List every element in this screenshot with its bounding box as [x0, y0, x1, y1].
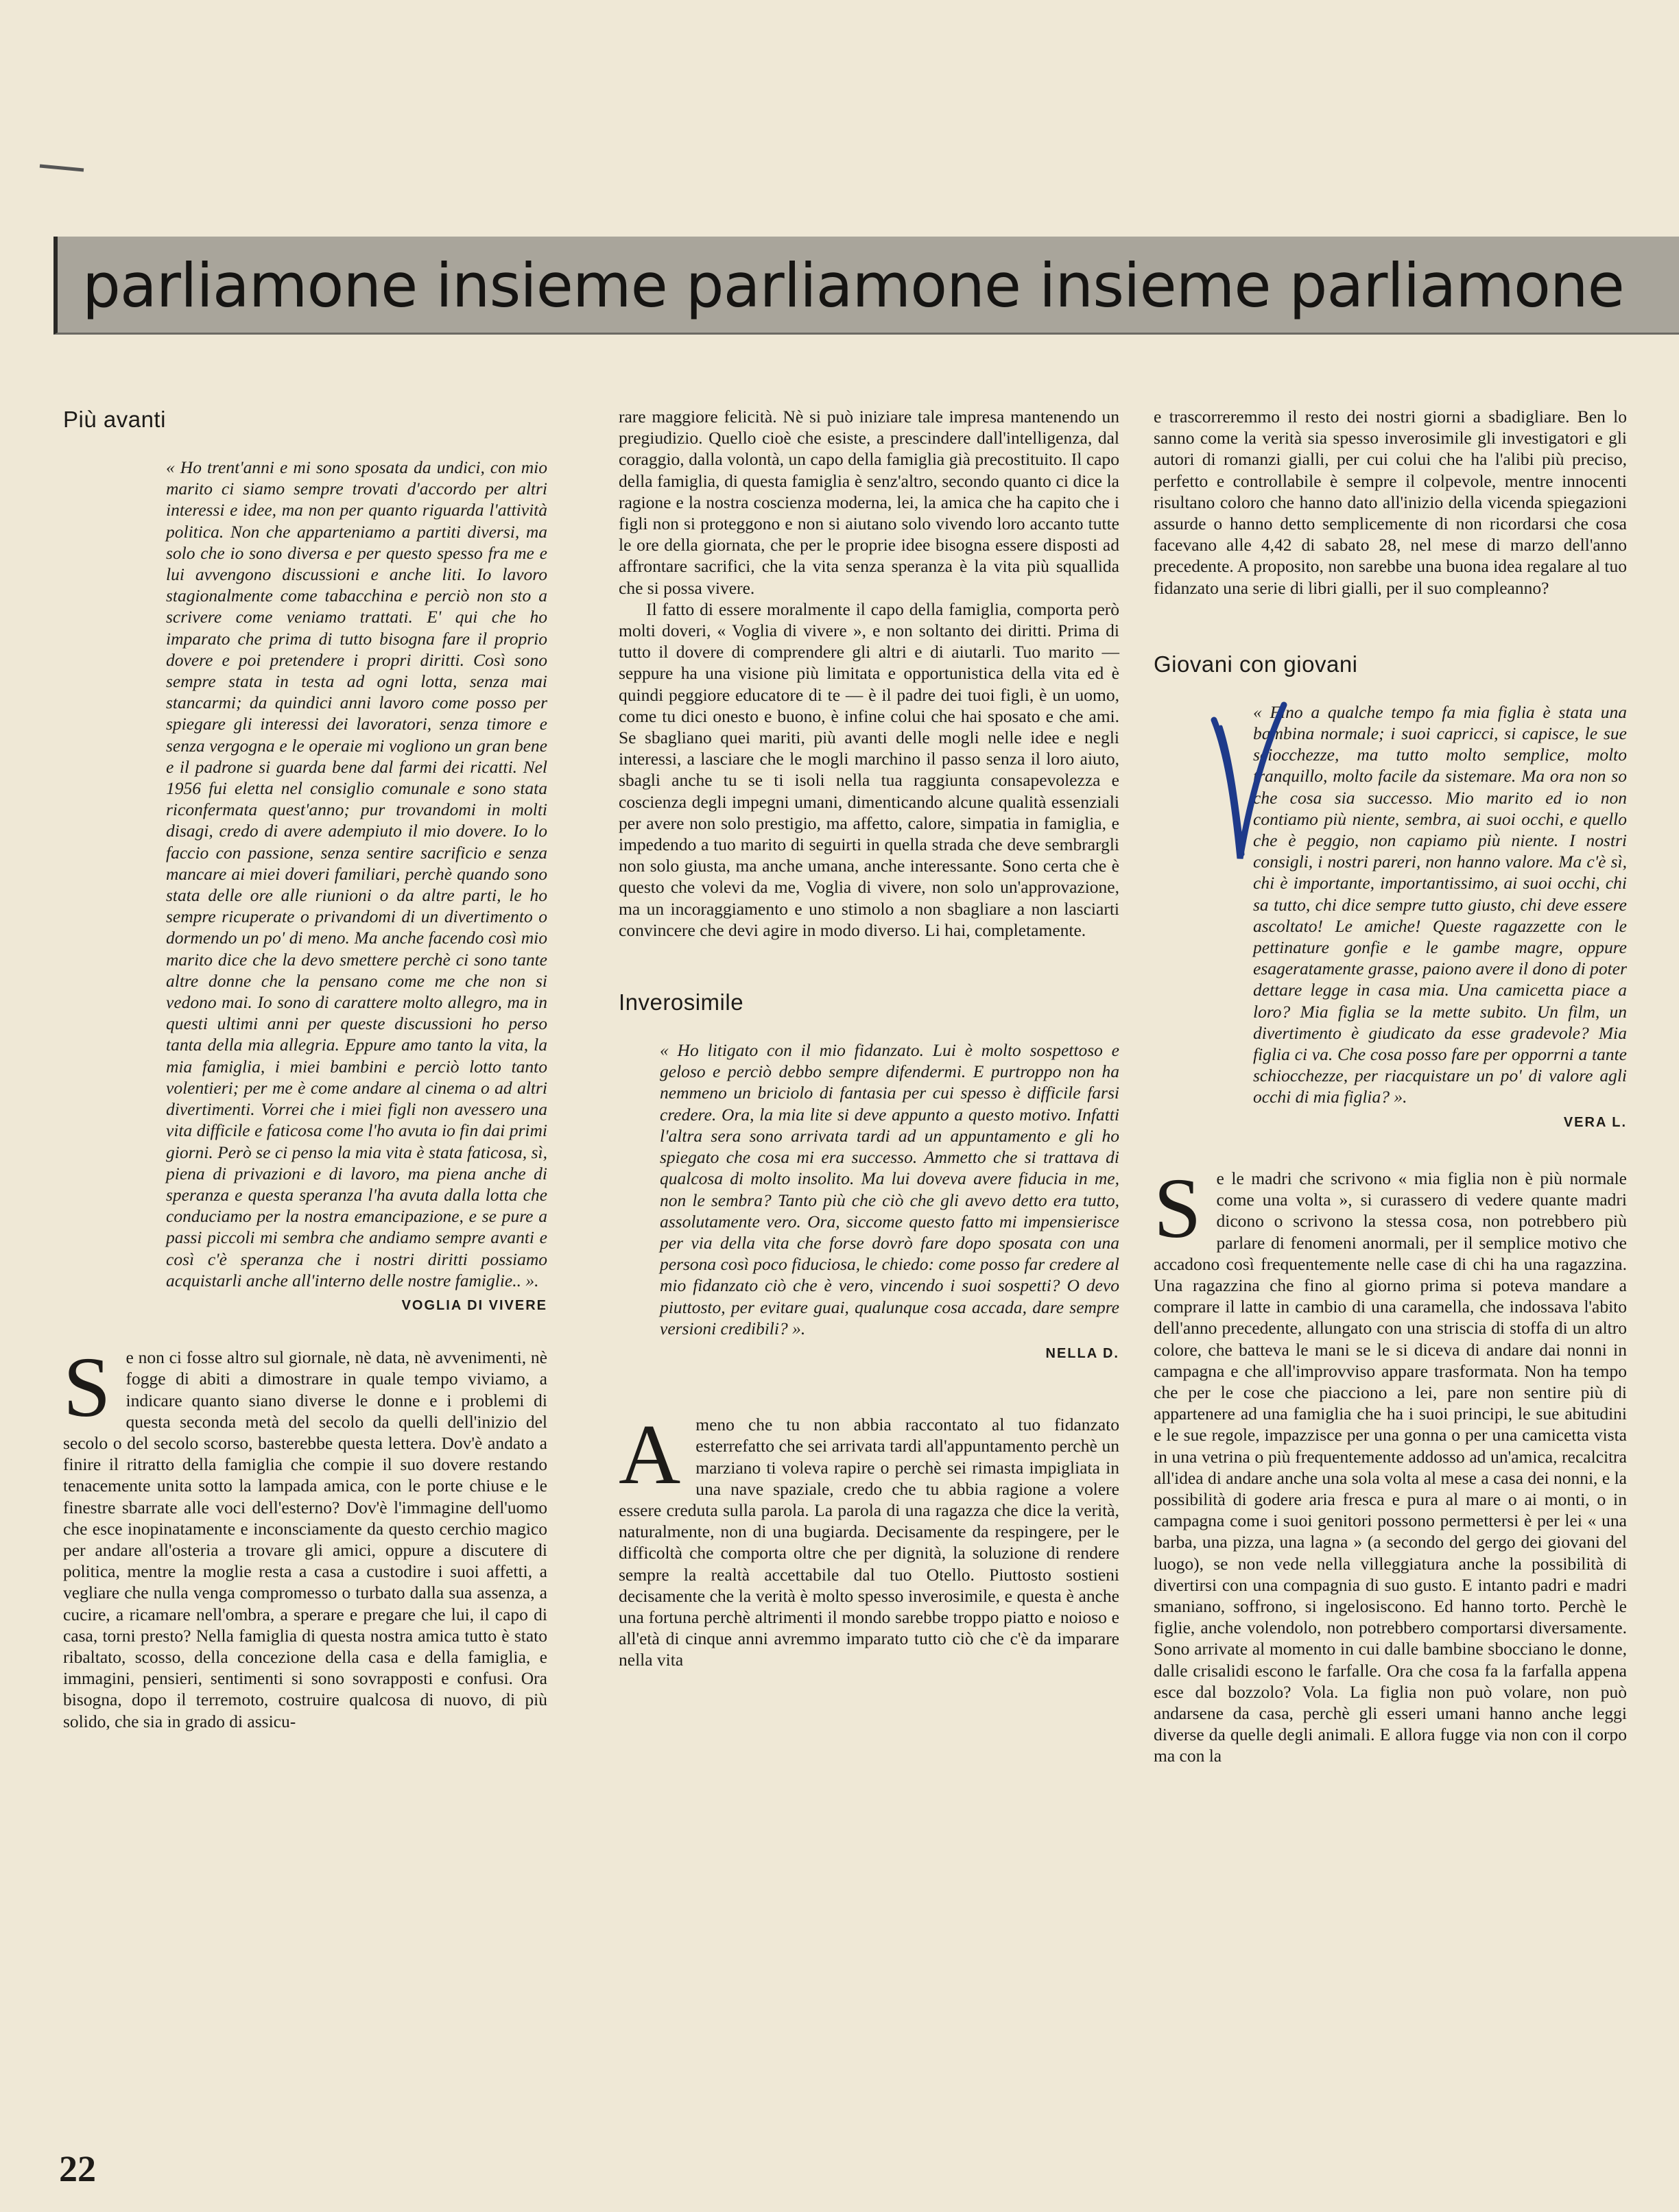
column-2: [619, 406, 1119, 1671]
margin-mark: [38, 163, 86, 173]
reader-letter: « Ho trent'anni e mi sono sposata da undici, con mio marito ci siamo sempre trovati d'accordo per altri interessi e idee, ma non per quanto riguarda l'attività politica. Non che apparteniamo a partiti diversi, ma solo che io sono diversa e per questo spesso fra me e lui avvengono discussioni e anche liti. Io lavoro stagionalmente come tabacchina e perciò non sto a scrivere come veniamo trattati. E' qui che ho imparato che prima di tutto bisogna fare il proprio dovere e poi pretendere i propri diritti. Così sono sempre stata in testa ad ogni lotta, senza mai stancarmi; da quindici anni lavoro come posso per spiegare gli interessi dei lavoratori, senza timore e senza vergogna e le operaie mi vogliono un gran bene e il padrone si guarda bene dal farmi dei ricatti. Nel 1956 fui eletta nel consiglio comunale e sono stata riconfermata quest'anno; pur trovandomi in molti disagi, credo di avere adempiuto il mio dovere. Io lo faccio con passione, senza sentire sacrificio e senza mancare ai miei doveri familiari, perchè quando sono stata delle ore alle riunioni o da altre parti, le ho sempre ricuperate o privandomi di un divertimento o dormendo un po' di meno. Ma anche facendo così mio marito dice che la devo smettere perchè ci sono tante altre donne che la pensano come me che non si vedono mai. Io sono di carattere molto allegro, ma in questi ultimi anni per queste discussioni ho perso tanta della mia allegria. Eppure amo tanto la vita, la mia famiglia, i miei bambini e perciò lotto tanto volentieri; per me è come andare al cinema o ad altri divertimenti. Vorrei che i miei figli non avessero una vita difficile e faticosa come l'ho avuta io fin dai primi giorni. Però se ci penso la mia vita è stata faticosa, sì, piena di privazioni e di lavoro, ma piena anche di speranza e questa speranza l'ha avuta dalla lotta che conduciamo per la nostra emancipazione, e se pure a passi piccoli mi sembra che andiamo sempre avanti e così c'è speranza che i nostri diritti possiamo acquistarli anche all'interno delle nostre famiglie.. ».: [166, 457, 547, 1290]
section-heading-inverosimile: Inverosimile: [619, 989, 744, 1015]
reader-letter: « Fino a qualche tempo fa mia figlia è stata una bambina normale; i suoi capricci, si capisce, le sue sciocchezze, ma tutto molto semplice, molto tranquillo, molto facile da sistemare. Ma ora non so che cosa sia successo. Mio marito ed io non contiamo più niente, sembra, ai suoi occhi, e quello che è peggio, non capiamo più niente. I nostri consigli, i nostri pareri, non hanno valore. Ma c'è sì, chi è importante, importantissimo, ai suoi occhi, chi sa tutto, chi dice sempre tutto giusto, chi deve essere ascoltato! Le amiche! Queste ragazzette con le pettinature gonfie e le gambe magre, oppure esageratamente grasse, paiono avere il dono di poter dettare legge in casa mia. Una camicetta piace a loro? Mia figlia se la mette subito. Un film, un divertimento è giudicato da esse gradevole? Mia figlia ci va. Che cosa posso fare per opporrni a tante schiocchezze, per riacquistare un po' di valore agli occhi di mia figlia? ».: [1253, 701, 1627, 1107]
answer-continuation: e trascorreremmo il resto dei nostri giorni a sbadigliare. Ben lo sanno come la verità sia spesso inverosimile gli investigatori e gli autori di romanzi gialli, per cui colui che ha l'alibi più preciso, perfetto e controllabile è sempre il colpevole, mentre innocenti risultano coloro che hanno dato all'inizio della vicenda spiegazioni assurde o hanno detto semplicemente di non ricordarsi che cosa facevano alle 4,42 di sabato 28, nel mese di marzo dell'anno precedente. A proposito, non sarebbe una buona idea regalare al tuo fidanzato una serie di libri gialli, per il suo compleanno?: [1154, 407, 1627, 598]
section-heading-piu-avanti: Più avanti: [63, 407, 166, 432]
column-3: [1154, 406, 1627, 1767]
answer-continuation-paragraph: Il fatto di essere moralmente il capo della famiglia, comporta però molti doveri, « Voglia di vivere », e non soltanto dei diritti. Prima di tutto il dovere di comprendere gli altri e di aiutarli. Tuo marito — seppure ha una visione più limitata e opportunistica della vita ed è quindi peggiore educatore di te — è il padre dei tuoi figli, è un uomo, come tu dici onesto e buono, è infine colui che hai sposato e che ami. Se sbagliano quei mariti, più avanti delle mogli nelle idee e negli interessi, a lasciare che le mogli marchino il passo senza il loro aiuto, sbagli anche tu se ti isoli nella tua raggiunta consapevolezza e coscienza degli impegni umani, dimenticando alcune qualità essenziali per avere non solo prestigio, ma affetto, calore, simpatia in famiglia, e impedendo a tuo marito di seguirti in quella strada che deve sembrargli non solo giusta, ma anche umana, anche interessante. Sono certa che è questo che volevi da me, Voglia di vivere, non solo un'approvazione, ma un incoraggiamento e uno stimolo a non sbagliare a non lasciarti convincere che devi agire in modo diverso. Li hai, completamente.: [619, 599, 1119, 940]
answer-continuation: rare maggiore felicità. Nè si può iniziare tale impresa mantenendo un pregiudizio. Quello cioè che esiste, a prescindere dall'intelligenza, dal coraggio, dalla volontà, un capo della famiglia già precostituito. Il capo della famiglia, di questa famiglia è senz'altro, secondo quanto ci dice la ragione e la nostra coscienza moderna, lei, la amica che ha capito che i figli non si proteggono e non si aiutano solo vivendo loro accanto tutte le ore della giornata, che per le proprie idee bisogna essere disposti ad affrontare sacrifici, che la vita senza speranza è la vita più squallida che si possa vivere.: [619, 407, 1119, 598]
drop-cap: S: [63, 1341, 111, 1436]
letter-signature: VERA L.: [1563, 1114, 1627, 1130]
reader-letter: « Ho litigato con il mio fidanzato. Lui è molto sospettoso e geloso e perciò debbo sempre difendermi. E purtroppo non ha nemmeno un briciolo di fantasia per cui spesso è difficile farsi credere. Ora, la mia lite si deve appunto a questo motivo. Infatti l'altra sera sono arrivata tardi ad un appuntamento e gli ho spiegato che cosa mi era successo. Ammetto che si trattava di qualcosa di molto insolito. Ma lui doveva avere fiducia in me, non le sembra? Tanto più che ciò che gli avevo detto era tutto, assolutamente vero. Ora, siccome questo fatto mi impensierisce per via della vita che forse dovrò fare dopo sposata con una persona così poco fiduciosa, le chiedo: come posso far credere al mio fidanzato ciò che è vero, vincendo i suoi sospetti? O devo piuttosto, per evitare guai, qualunque cosa accada, dare sempre versioni credibili? ».: [660, 1040, 1119, 1338]
section-heading-giovani: Giovani con giovani: [1154, 651, 1358, 677]
letter-signature: NELLA D.: [1045, 1345, 1119, 1361]
answer-text: e le madri che scrivono « mia figlia non è più normale come una volta », si curassero di vedere quante madri dicono o scrivono la stessa cosa, non potrebbero più parlare di fenomeni anormali, per il semplice motivo che accadono così frequentemente nelle case di chi ha una ragazzina. Una ragazzina che fino al giorno prima si poteva mandare a comprare il latte in cambio di una caramella, che indossava l'abito dell'anno precedente, allungato con una striscia di stoffa di un altro colore, che batteva le mani se le si diceva di andare dai nonni in campagna e che all'improvviso appare trasformata. Non ha tempo che per le cose che piacciono a lei, pare non sentire più di appartenere ad una famiglia che ha i suoi principi, le sue abitudini e le sue regole, impazzisce per una gonna o per una camicetta vista in una vetrina o più frequentemente addosso ad un'amica, recalcitra all'idea di andare anche una sola volta al mese a casa dei nonni, e la possibilità di godere aria fresca e pura al mare o ai monti, o in campagna come i suoi genitori possono permettersi è per lei « una barba, una pizza, una lagna » (a secondo del gergo dei giovani del luogo), se non vede nella villeggiatura anche la possibilità di divertirsi con una compagnia di suo gusto. E intanto padri e madri smaniano, soffrono, si ingelosiscono. Ed hanno torto. Perchè le figlie, anche volendolo, non potrebbero comportarsi diversamente. Sono arrivate al momento in cui dalle bambine sbocciano le donne, dalle crisalidi escono le farfalle. Ora che cosa fa la farfalla appena esce dal bozzolo? Vola. La figlia non può volare, non può andarsene da casa, perchè gli esseri umani hanno anche leggi diverse da quelle degli animali. E allora fugge via non con il corpo ma con la: [1154, 1168, 1627, 1766]
editor-answer: [619, 1408, 1119, 1670]
drop-cap: A: [619, 1408, 681, 1503]
column-1: [63, 406, 547, 1732]
answer-text: meno che tu non abbia raccontato al tuo fidanzato esterrefatto che sei arrivata tardi all'appuntamento perchè un marziano ti voleva rapire o perchè sei rimasta impigliata in una nave spaziale, credo che tu abbia ragione a volere essere creduta sulla parola. La parola di una ragazza che dice la verità, naturalmente, non di una bugiarda. Decisamente da respingere, per le difficoltà che comporta oltre che per dignità, la soluzione di rendere sempre la realtà accettabile dal tuo Otello. Piuttosto sostieni decisamente che la verità è molto spesso inverosimile, e questa è anche una fortuna perchè altrimenti il mondo sarebbe troppo piatto e noioso e all'età di cinque anni avremmo imparato tutto ciò che c'è da imparare nella vita: [619, 1415, 1119, 1670]
pen-mark-icon: [1207, 699, 1289, 864]
column-banner: [53, 237, 1679, 335]
page-number: 22: [59, 2148, 96, 2189]
drop-cap: S: [1154, 1161, 1202, 1256]
answer-text: e non ci fosse altro sul giornale, nè data, nè avvenimenti, nè fogge di abiti a dimostrare in quale tempo viviamo, a indicare quanto siano diverse le donne e i problemi di questa seconda metà del secolo da quelli dell'inizio del secolo o del secolo scorso, basterebbe questa lettera. Dov'è andato a finire il ritratto della famiglia che compie il suo dovere restando tenacemente unita sotto la lampada amica, con le porte chiuse e le finestre sbarrate alle voci dell'esterno? Dov'è l'immagine dell'uomo che esce inopinatamente e inconsciamente da questo cerchio magico per andare all'osteria a trovare gli amici, oppure a discutere di politica, mentre la moglie resta a casa a custodire i suoi affetti, a vegliare che nulla venga compromesso o turbato dalla sua assenza, a cucire, a ricamare nell'ombra, a sperare e pregare che lui, il capo di casa, torni presto? Nella famiglia di questa nostra amica tutto è stato ribaltato, scosso, della concezione della casa e della famiglia, e immagini, pensieri, sentimenti si sono sovrapposti e confusi. Ora bisogna, dopo il terremoto, costruire qualcosa di nuovo, di più solido, che sia in grado di assicu-: [63, 1347, 547, 1731]
banner-title: parliamone insieme parliamone insieme parliamone: [82, 250, 1624, 321]
letter-signature: VOGLIA DI VIVERE: [401, 1297, 547, 1313]
editor-answer: [63, 1341, 547, 1732]
editor-answer: [1154, 1161, 1627, 1767]
